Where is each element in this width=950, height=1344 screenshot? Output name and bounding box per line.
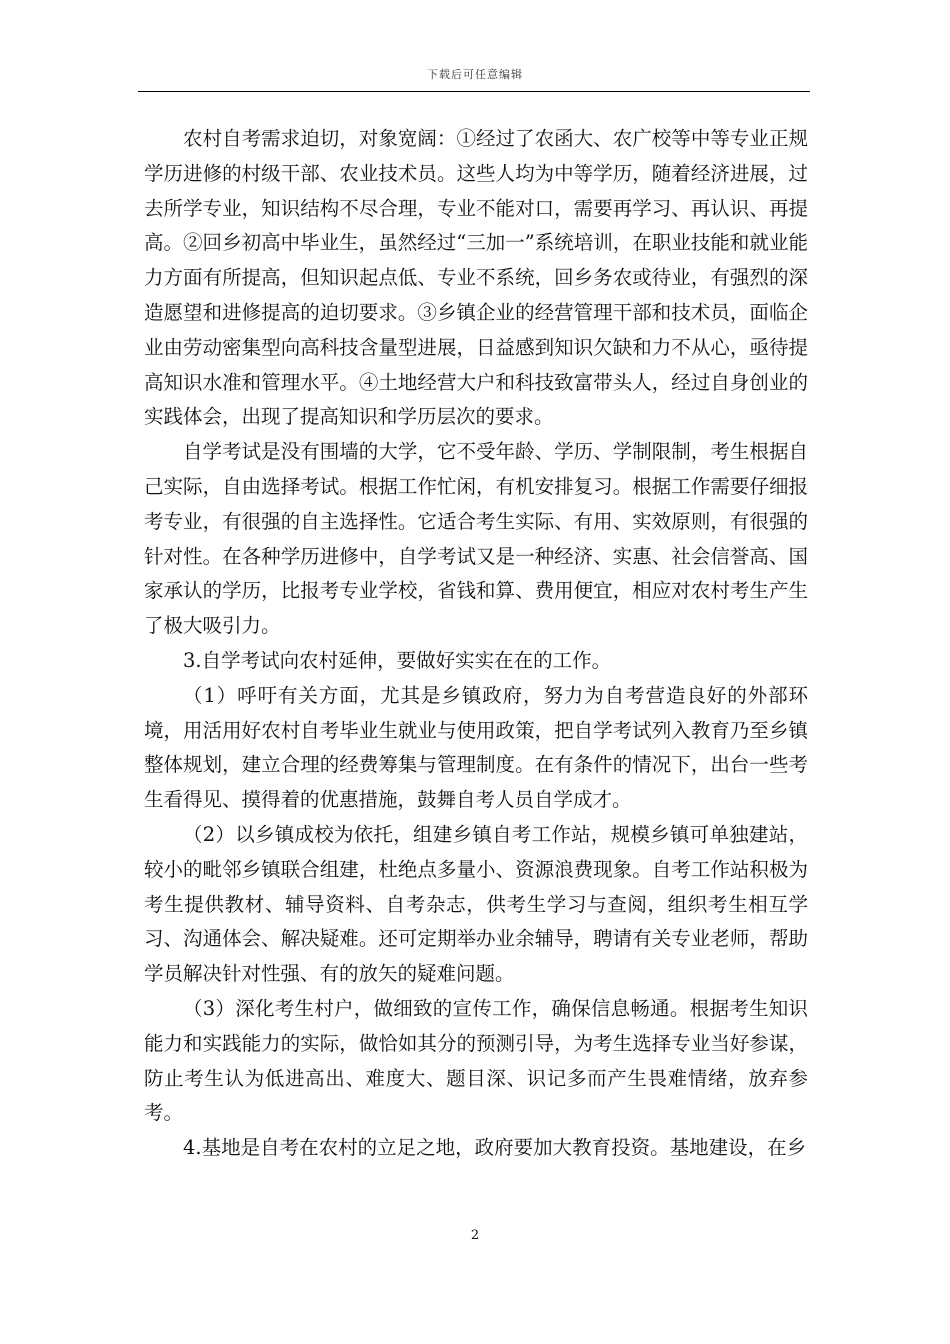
- page-number: 2: [470, 1228, 480, 1243]
- paragraph-self-study-exam: 自学考试是没有围墙的大学，它不受年龄、学历、学制限制，考生根据自己实际，自由选择考试。根据工作忙闲，有机安排复习。根据工作需要仔细报考专业，有很强的自主选择性。它适合考生实际、有用、实效原则，有很强的针对性。在各种学历进修中，自学考试又是一种经济、实惠、社会信誉高、国家承认的学历，比报考专业学校，省钱和算、费用便宜，相应对农村考生产生了极大吸引力。: [144, 440, 808, 638]
- header-divider: [138, 91, 810, 92]
- paragraph-item-3: （3）深化考生村户，做细致的宣传工作，确保信息畅通。根据考生知识能力和实践能力的实际，做恰如其分的预测引导，为考生选择专业当好参谋，防止考生认为低进高出、难度大、题目深、识记多而产生畏难情绪，放弃参考。: [144, 996, 808, 1125]
- page-header: 下载后可任意编辑: [427, 68, 523, 81]
- paragraph-rural-demand: 农村自考需求迫切，对象宽阔：①经过了农函大、农广校等中等专业正规学历进修的村级干部、农业技术员。这些人均为中等学历，随着经济进展，过去所学专业，知识结构不尽合理，专业不能对口，需要再学习、再认识、再提高。②回乡初高中毕业生，虽然经过“三加一”系统培训，在职业技能和就业能力方面有所提高，但知识起点低、专业不系统，回乡务农或待业，有强烈的深造愿望和进修提高的迫切要求。③乡镇企业的经营管理干部和技术员，面临企业由劳动密集型向高科技含量型进展，日益感到知识欠缺和力不从心，亟待提高知识水准和管理水平。④土地经营大户和科技致富带头人，经过自身创业的实践体会，出现了提高知识和学历层次的要求。: [144, 127, 808, 429]
- paragraph-section-4: 4.基地是自考在农村的立足之地，政府要加大教育投资。基地建设，在乡: [183, 1136, 807, 1160]
- paragraph-section-3: 3.自学考试向农村延伸，要做好实实在在的工作。: [183, 648, 612, 672]
- paragraph-item-1: （1）呼吁有关方面，尤其是乡镇政府，努力为自考营造良好的外部环境，用活用好农村自考毕业生就业与使用政策，把自学考试列入教育乃至乡镇整体规划，建立合理的经费筹集与管理制度。在有条件的情况下，出台一些考生看得见、摸得着的优惠措施，鼓舞自考人员自学成才。: [144, 683, 808, 812]
- paragraph-item-2: （2）以乡镇成校为依托，组建乡镇自考工作站，规模乡镇可单独建站，较小的毗邻乡镇联合组建，杜绝点多量小、资源浪费现象。自考工作站积极为考生提供教材、辅导资料、自考杂志，供考生学习与查阅，组织考生相互学习、沟通体会、解决疑难。还可定期举办业余辅导，聘请有关专业老师，帮助学员解决针对性强、有的放矢的疑难问题。: [144, 822, 808, 986]
- document-body: [144, 122, 808, 1166]
